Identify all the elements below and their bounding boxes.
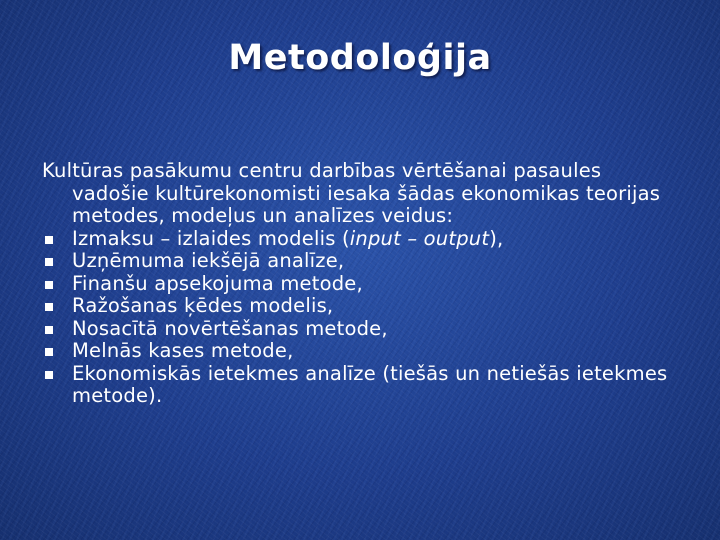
list-item-text: Ražošanas ķēdes modelis, — [72, 294, 334, 317]
list-item — [42, 250, 682, 273]
list-item-text: Melnās kases metode, — [72, 339, 294, 362]
list-item — [42, 273, 682, 296]
square-bullet-icon — [45, 236, 53, 244]
intro-paragraph: Kultūras pasākumu centru darbības vērtēšanai pasaules vadošie kultūrekonomisti iesaka šādas ekonomikas teorijas metodes, modeļus un analīzes veidus: — [42, 159, 661, 227]
slide-body — [42, 160, 682, 408]
square-bullet-icon — [45, 348, 53, 356]
square-bullet-icon — [45, 326, 53, 334]
list-item — [42, 228, 682, 251]
methods-list — [42, 228, 682, 408]
list-item — [42, 340, 682, 363]
list-item-text: Ekonomiskās ietekmes analīze (tiešās un netiešās ietekmes metode). — [72, 361, 668, 407]
list-item-text: Finanšu apsekojuma metode, — [72, 271, 363, 295]
list-item — [42, 295, 682, 318]
square-bullet-icon — [45, 258, 53, 266]
list-item-text: Izmaksu – izlaides modelis ( — [72, 226, 350, 250]
list-item-text: ), — [489, 226, 504, 250]
list-item-italic-text: input – output — [349, 226, 490, 250]
square-bullet-icon — [45, 281, 53, 289]
list-item-text: Nosacītā novērtēšanas metode, — [72, 316, 388, 340]
list-item-text: Uzņēmuma iekšējā analīze, — [72, 249, 345, 272]
list-item — [42, 363, 682, 408]
list-item — [42, 318, 682, 341]
square-bullet-icon — [45, 371, 53, 379]
square-bullet-icon — [45, 303, 53, 311]
slide-title: Metodoloģija — [228, 38, 492, 78]
